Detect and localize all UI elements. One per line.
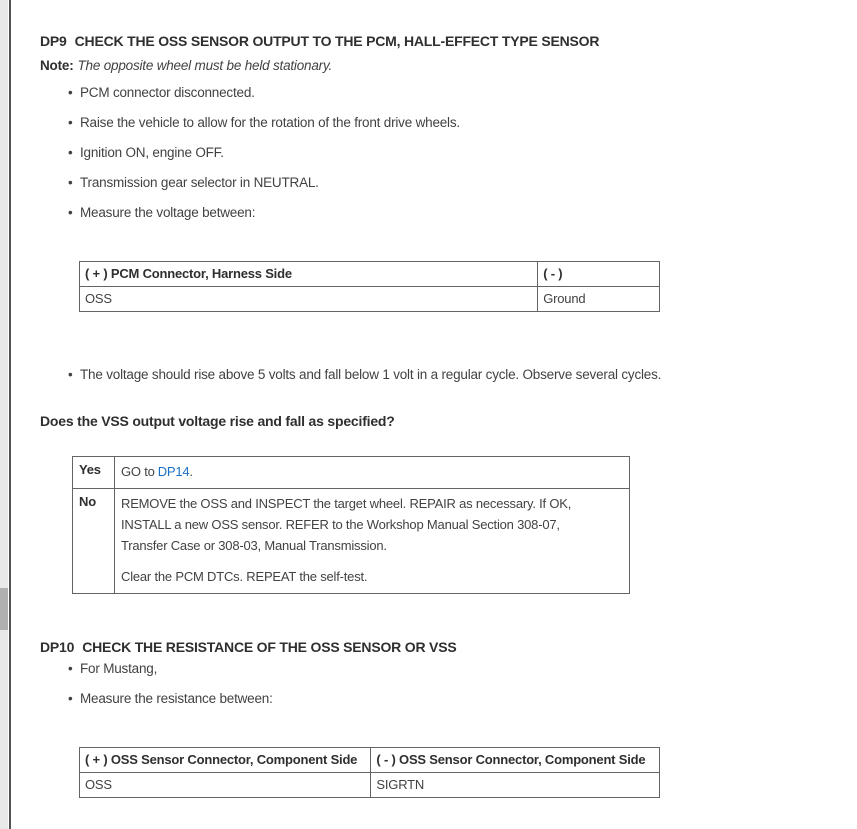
- list-item: • PCM connector disconnected.: [40, 84, 670, 101]
- dp9-decision-table: [72, 456, 630, 594]
- left-scrollbar-track[interactable]: [0, 0, 8, 829]
- yes-label-cell: Yes: [73, 457, 115, 489]
- no-action-paragraph: REMOVE the OSS and INSPECT the target wheel. REPAIR as necessary. If OK, INSTALL a new OSS sensor. REFER to the Workshop Manual Section 308-07, Transfer Case or 308-03, Manual Transmission.: [121, 496, 572, 553]
- yes-action-suffix: .: [189, 464, 193, 479]
- list-item: • For Mustang,: [40, 660, 670, 677]
- yes-action-cell: [115, 457, 630, 489]
- table-header-row: [80, 748, 660, 773]
- list-item: • Transmission gear selector in NEUTRAL.: [40, 174, 670, 191]
- note-text: The opposite wheel must be held stationary.: [77, 58, 333, 73]
- no-action-paragraph: Clear the PCM DTCs. REPEAT the self-test.: [121, 569, 368, 584]
- table-row: [80, 773, 660, 798]
- dp10-procedure-list: [40, 660, 670, 707]
- panel-left-border: [9, 0, 11, 829]
- table-cell: OSS: [80, 287, 538, 312]
- dp10-step-code: DP10: [40, 639, 75, 655]
- dp9-section-heading: [40, 33, 830, 49]
- voltage-measurement-table: [79, 261, 660, 312]
- document-content: [40, 0, 830, 798]
- list-item: • Ignition ON, engine OFF.: [40, 144, 670, 161]
- table-cell: Ground: [538, 287, 660, 312]
- left-scrollbar-thumb[interactable]: [0, 588, 8, 630]
- dp9-note: [40, 58, 830, 74]
- no-action-cell: [115, 489, 630, 594]
- dp10-section-heading: [40, 639, 830, 655]
- list-item: • Raise the vehicle to allow for the rotation of the front drive wheels.: [40, 114, 670, 131]
- no-label-cell: No: [73, 489, 115, 594]
- no-row: [73, 489, 630, 594]
- table-header-cell: ( + ) OSS Sensor Connector, Component Side: [80, 748, 371, 773]
- table-header-cell: ( - ) OSS Sensor Connector, Component Side: [371, 748, 660, 773]
- dp9-step-code: DP9: [40, 33, 67, 49]
- table-header-cell: ( + ) PCM Connector, Harness Side: [80, 262, 538, 287]
- table-row: [80, 287, 660, 312]
- table-header-cell: ( - ): [538, 262, 660, 287]
- list-item: • Measure the voltage between:: [40, 204, 670, 221]
- dp9-procedure-list: [40, 84, 670, 221]
- dp9-step-title: CHECK THE OSS SENSOR OUTPUT TO THE PCM, HALL-EFFECT TYPE SENSOR: [74, 33, 600, 49]
- dp10-step-title: CHECK THE RESISTANCE OF THE OSS SENSOR OR VSS: [82, 639, 457, 655]
- dp9-question: Does the VSS output voltage rise and fall as specified?: [40, 413, 395, 429]
- dp9-result-list: [40, 364, 670, 385]
- table-header-row: [80, 262, 660, 287]
- dp14-link[interactable]: DP14: [157, 464, 190, 479]
- list-item: • Measure the resistance between:: [40, 690, 670, 707]
- yes-action-prefix: GO to: [121, 464, 155, 479]
- table-cell: SIGRTN: [371, 773, 660, 798]
- yes-row: [73, 457, 630, 489]
- table-cell: OSS: [80, 773, 371, 798]
- resistance-measurement-table: [79, 747, 660, 798]
- note-label: Note:: [40, 58, 74, 73]
- list-item: • The voltage should rise above 5 volts and fall below 1 volt in a regular cycle. Observe several cycles.: [40, 364, 670, 385]
